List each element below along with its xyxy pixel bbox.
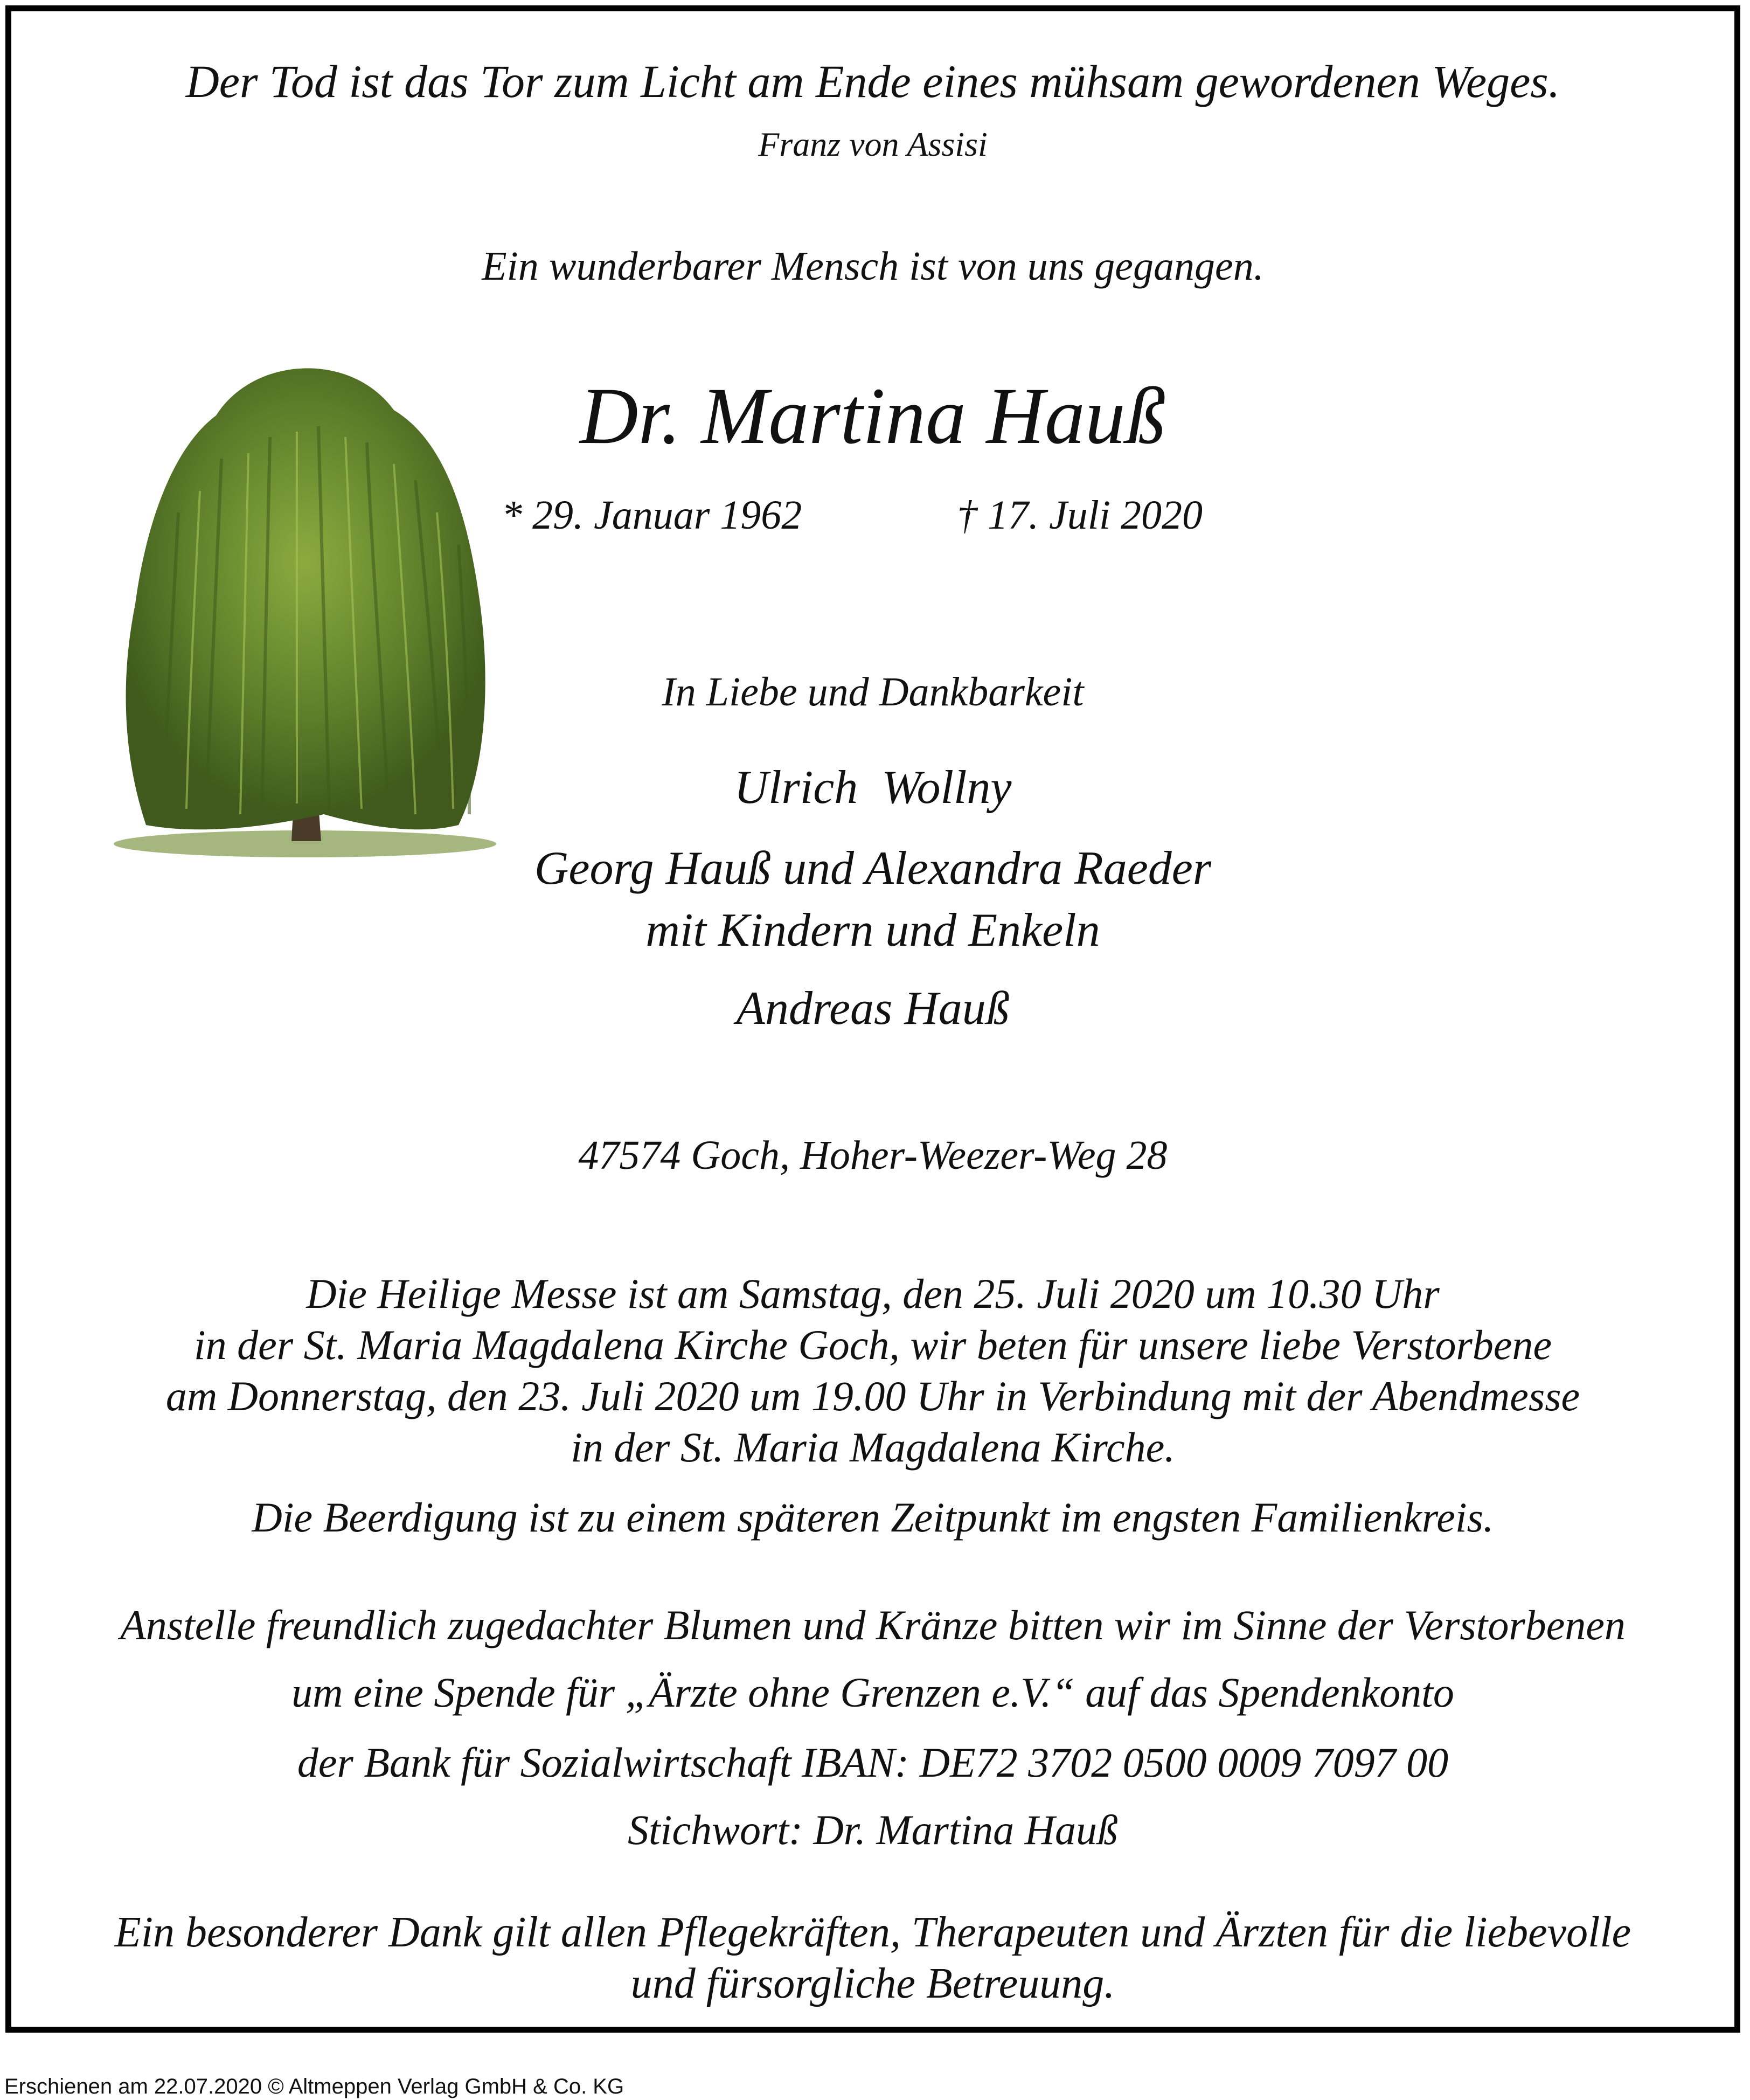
mass-line-4: in der St. Maria Magdalena Kirche. — [571, 1424, 1175, 1471]
mourner-1: Ulrich Wollny — [734, 761, 1012, 814]
donation-keyword: Stichwort: Dr. Martina Hauß — [627, 1806, 1119, 1853]
death-date: † 17. Juli 2020 — [957, 493, 1203, 538]
donation-line-2: um eine Spende für „Ärzte ohne Grenzen e.V.“ auf das Spendenkonto — [291, 1669, 1454, 1716]
thanks-line-2: und fürsorgliche Betreuung. — [630, 1960, 1115, 2007]
address: 47574 Goch, Hoher-Weezer-Weg 28 — [578, 1133, 1168, 1178]
quote-author: Franz von Assisi — [758, 125, 988, 163]
birth-date: * 29. Januar 1962 — [502, 493, 802, 538]
mass-line-3: am Donnerstag, den 23. Juli 2020 um 19.00 Uhr in Verbindung mit der Abendmesse — [165, 1373, 1580, 1419]
mass-line-2: in der St. Maria Magdalena Kirche Goch, wir beten für unsere liebe Verstorbene — [193, 1321, 1552, 1368]
obituary-frame — [5, 5, 1740, 2033]
mourner-2: Georg Hauß und Alexandra Raeder — [534, 842, 1212, 895]
donation-iban: der Bank für Sozialwirtschaft IBAN: DE72 3702 0500 0009 7097 00 — [297, 1739, 1449, 1786]
donation-line-1: Anstelle freundlich zugedachter Blumen und Kränze bitten wir im Sinne der Verstorbenen — [120, 1602, 1626, 1648]
deceased-name: Dr. Martina Hauß — [580, 371, 1166, 461]
mourner-3: Andreas Hauß — [736, 982, 1010, 1035]
mass-line-1: Die Heilige Messe ist am Samstag, den 25. Juli 2020 um 10.30 Uhr — [306, 1270, 1440, 1317]
publication-footer: Erschienen am 22.07.2020 © Altmeppen Verlag GmbH & Co. KG — [4, 2075, 624, 2098]
quote: Der Tod ist das Tor zum Licht am Ende eines mühsam gewordenen Weges. — [185, 56, 1560, 107]
dedication: In Liebe und Dankbarkeit — [662, 669, 1084, 715]
mourner-2-family: mit Kindern und Enkeln — [645, 904, 1100, 957]
burial-note: Die Beerdigung ist zu einem späteren Zeitpunkt im engsten Familienkreis. — [252, 1494, 1494, 1541]
thanks-line-1: Ein besonderer Dank gilt allen Pflegekräften, Therapeuten und Ärzten für die liebevolle — [114, 1909, 1631, 1956]
intro-line: Ein wunderbarer Mensch ist von uns gegangen. — [482, 244, 1264, 289]
